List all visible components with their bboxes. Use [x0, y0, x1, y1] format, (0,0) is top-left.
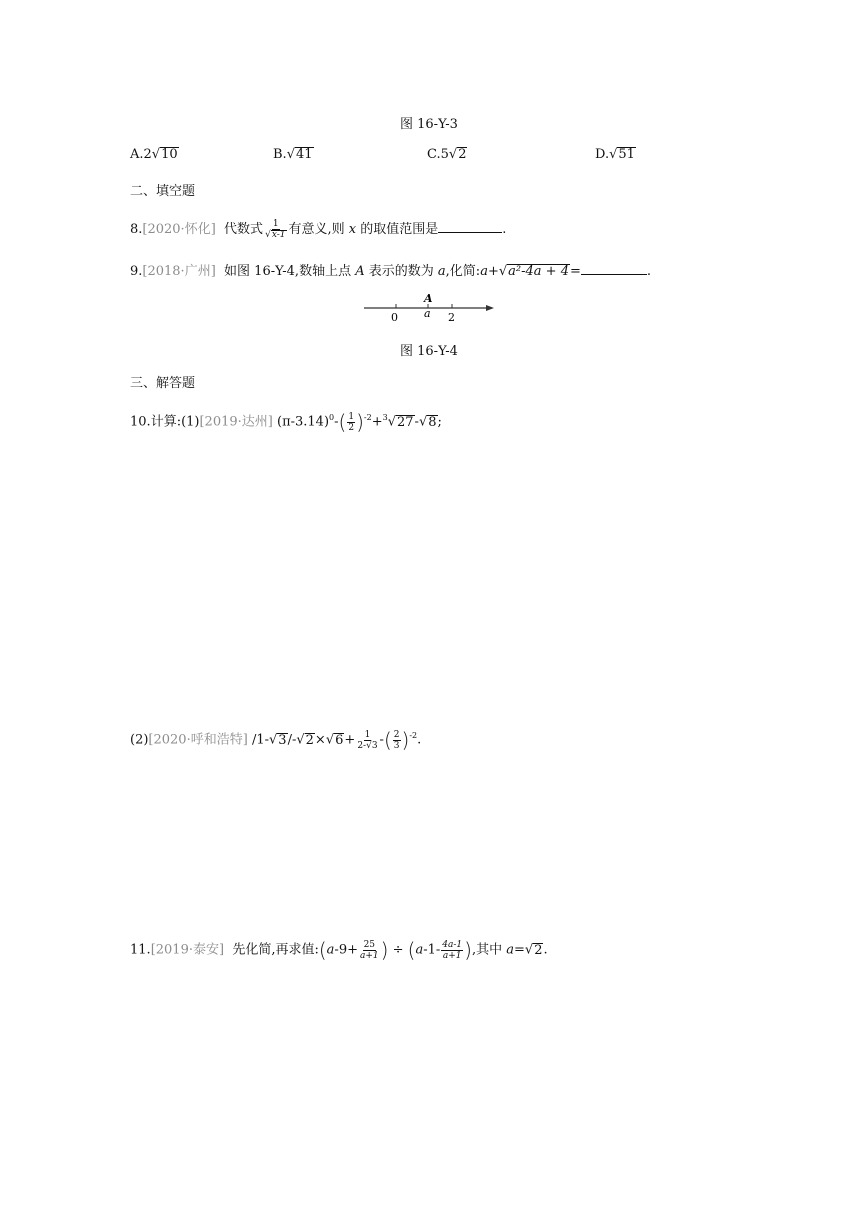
question-source: [2019·泰安]: [150, 942, 225, 958]
fraction-numerator: 1: [348, 411, 355, 422]
fraction: [347, 412, 355, 433]
option-b-label: B.: [273, 147, 287, 162]
fraction: [356, 730, 378, 751]
exponent: 0: [329, 413, 335, 423]
sqrt-icon: √: [151, 147, 161, 162]
question-text: 先化简,再求值:: [232, 942, 319, 958]
operator: +: [487, 264, 499, 279]
fraction-denominator: [264, 230, 287, 240]
sqrt-icon: √: [498, 264, 508, 279]
exponent: -2: [363, 413, 372, 423]
fraction: [359, 940, 380, 961]
option-c: [427, 147, 467, 162]
option-a-radicand: 10: [161, 147, 178, 162]
sqrt-icon: √: [296, 732, 305, 748]
answer-blank[interactable]: [438, 220, 502, 233]
left-paren-icon: (: [383, 728, 392, 752]
operator: =: [513, 942, 525, 958]
expression: /-: [287, 732, 297, 748]
sqrt-icon: √: [448, 147, 458, 162]
sqrt-icon: √: [286, 147, 295, 162]
variable: a: [437, 264, 446, 279]
fraction-numerator: 2: [393, 729, 400, 740]
sqrt-icon: √: [387, 414, 396, 430]
left-paren-icon: (: [338, 410, 347, 434]
option-a-label: A.2: [130, 147, 152, 162]
variable: a: [506, 942, 514, 958]
fraction-denominator: 2-√3: [357, 740, 378, 751]
question-source: [2018·广州]: [142, 264, 216, 279]
variable: a: [480, 264, 488, 279]
question-number: 10.: [130, 414, 151, 430]
punctuation: .: [417, 732, 422, 748]
exponent: -2: [409, 731, 418, 741]
sqrt-icon: √: [265, 229, 271, 240]
question-number: 11.: [130, 942, 151, 958]
label-a: a: [424, 307, 431, 320]
fraction: [441, 940, 463, 961]
figure-caption-16-y-3: 图 16-Y-3: [400, 117, 458, 132]
right-paren-icon: ): [401, 728, 410, 752]
option-c-label: C.5: [427, 147, 449, 162]
variable: a: [415, 942, 424, 958]
radicand: x-1: [271, 229, 286, 240]
fraction-numerator: 4a-1: [442, 939, 463, 950]
radicand: 2: [534, 942, 543, 958]
figure-caption-16-y-4: 图 16-Y-4: [400, 344, 458, 359]
question-10-part-1: [130, 410, 442, 434]
punctuation: ;: [437, 414, 442, 430]
label-two: 2: [448, 311, 455, 324]
question-source: [2019·达州]: [199, 414, 273, 430]
variable: a: [326, 942, 335, 958]
question-source: [2020·呼和浩特]: [148, 732, 248, 748]
sqrt-icon: √: [268, 732, 278, 748]
question-text: 有意义,则: [288, 222, 345, 237]
question-10-part-2: [130, 728, 421, 752]
right-paren-icon: ): [464, 938, 472, 962]
point-a-label: A: [424, 292, 433, 305]
operator: +: [344, 732, 356, 748]
question-text: 代数式: [224, 222, 264, 237]
punctuation: .: [646, 264, 652, 279]
question-9: [130, 260, 651, 279]
answer-blank[interactable]: [581, 262, 647, 275]
operator: -: [414, 414, 419, 430]
radicand: 8: [428, 414, 437, 430]
operator: -: [379, 732, 384, 748]
section-title-solve: 三、解答题: [130, 376, 196, 391]
expression: -9+: [334, 942, 358, 958]
fraction-denominator: 2: [348, 422, 355, 433]
fraction-denominator: a+1: [442, 950, 462, 961]
radicand: a²-4a + 4: [508, 264, 569, 279]
expression: /1-: [251, 732, 269, 748]
option-d-label: D.: [595, 147, 610, 162]
right-paren-icon: ): [356, 410, 364, 434]
fraction-denominator: 3: [393, 740, 400, 751]
fraction-numerator: 25: [363, 939, 376, 950]
question-source: [2020·怀化]: [142, 222, 216, 237]
arrow-icon: [486, 305, 494, 311]
section-title-fill-in: 二、填空题: [130, 184, 196, 199]
fraction-denominator: a+1: [359, 950, 379, 961]
root-index: 3: [382, 413, 388, 423]
expression: (π-3.14): [277, 414, 330, 430]
question-text: ,其中: [471, 942, 503, 958]
option-c-radicand: 2: [458, 147, 467, 162]
question-number: (2): [130, 732, 149, 748]
sqrt-icon: √: [609, 147, 618, 162]
option-b-radicand: 41: [295, 147, 313, 162]
fraction-numerator: 1: [364, 729, 371, 740]
fraction-numerator: 1: [272, 218, 279, 229]
question-11: [130, 938, 548, 962]
variable: x: [348, 222, 357, 237]
radicand: 2: [305, 732, 314, 748]
punctuation: .: [543, 942, 548, 958]
sqrt-icon: √: [325, 732, 335, 748]
question-text: 如图 16-Y-4,数轴上点: [224, 264, 352, 279]
left-paren-icon: (: [407, 938, 416, 962]
point-label: A: [355, 264, 365, 279]
punctuation: .: [502, 222, 507, 237]
option-a: [130, 147, 179, 162]
operator: ÷: [392, 942, 404, 958]
right-paren-icon: ): [380, 938, 389, 962]
operator: =: [569, 264, 581, 279]
operator: +: [371, 414, 383, 430]
option-d: [595, 147, 636, 162]
question-text: 计算:(1): [150, 414, 200, 430]
radicand: 3: [278, 732, 287, 748]
question-8: [130, 218, 506, 240]
operator: -: [334, 414, 339, 430]
left-paren-icon: (: [318, 938, 327, 962]
expression: -1-: [423, 942, 441, 958]
sqrt-icon: √: [524, 942, 534, 958]
fraction: [393, 730, 401, 751]
option-d-radicand: 51: [618, 147, 635, 162]
fraction: [264, 219, 287, 240]
question-number: 9.: [130, 264, 143, 279]
question-number: 8.: [130, 222, 143, 237]
label-zero: 0: [391, 311, 398, 324]
radicand: 6: [335, 732, 344, 748]
radicand: 27: [396, 414, 414, 430]
operator: ×: [314, 732, 326, 748]
question-text: 的取值范围是: [360, 222, 439, 237]
sqrt-icon: √: [418, 414, 428, 430]
question-text: ,化简:: [445, 264, 481, 279]
number-line-figure: [360, 290, 500, 326]
question-text: 表示的数为: [368, 264, 434, 279]
option-b: [273, 147, 314, 162]
